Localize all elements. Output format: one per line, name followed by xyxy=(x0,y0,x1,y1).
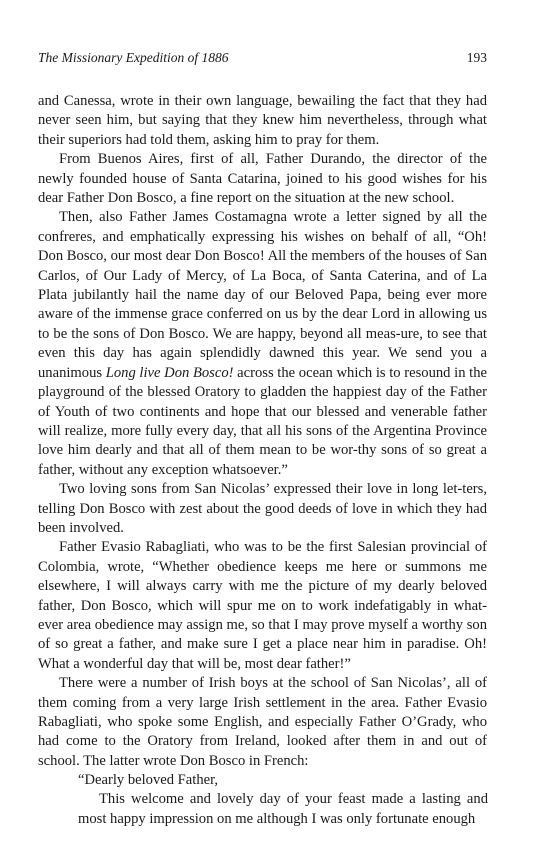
letter-salutation: “Dearly beloved Father, xyxy=(78,772,219,788)
paragraph: and Canessa, wrote in their own language, bewailing the fact that they had never seen him, but saying that they knew him nevertheless, through what their superiors had told them, asking him to pray for them. xyxy=(38,93,487,148)
paragraph: There were a number of Irish boys at the school of San Nicolas’, all of them coming from a very large Irish settlement in the area. Father Evasio Rabagliati, who spoke some English, and especially Father O’Grady, who had come to the Oratory from Ireland, looked after them in and out of school. The latter wrote Don Bosco in French: xyxy=(38,675,487,769)
paragraph-text: Then, also Father James Costamagna wrote a letter signed by all the confreres, and emphatically expressing his wishes on behalf of all, “Oh! Don Bosco, our most dear Don Bosco! All the members of the houses of San Carlos, of Our Lady of Mercy, of La Boca, of Santa Caterina, and of La Plata jubilantly hail the name day of our Beloved Papa, being ever more aware of the immense grace conferred on us by the dear Lord in allowing us to be the sons of Don Bosco. We are happy, beyond all meas-ure, to see that even this day has again splendidly dawned this year. We send you a unanimous xyxy=(38,209,487,381)
paragraph: Two loving sons from San Nicolas’ expressed their love in long let-ters, telling Don Bosco with zest about the good deeds of love in which they had been involved. xyxy=(38,481,487,536)
quoted-letter xyxy=(78,771,488,829)
running-header xyxy=(38,50,487,70)
running-title: The Missionary Expedition of 1886 xyxy=(38,50,229,65)
letter-body: This welcome and lovely day of your feast made a lasting and most happy impression on me although I was only fortunate enough xyxy=(78,791,488,827)
main-text xyxy=(38,92,487,771)
paragraph: Father Evasio Rabagliati, who was to be the first Salesian provincial of Colombia, wrote, “Whether obedience keeps me here or summons me elsewhere, I will always carry with me the picture of my dearly beloved father, Don Bosco, which will spur me on to work indefatigably in what-ever area obedience may assign me, so that I may prove myself a worthy son of so great a father, and make sure I get a place near him in paradise. Oh! What a wonderful day that will be, most dear father!” xyxy=(38,539,487,672)
page-number: 193 xyxy=(466,50,487,65)
paragraph: From Buenos Aires, first of all, Father Durando, the director of the newly founded house of Santa Catarina, joined to his good wishes for his dear Father Don Bosco, a fine report on the situation at the new school. xyxy=(38,151,487,207)
paragraph xyxy=(38,208,487,480)
italic-phrase: Long live Don Bosco! xyxy=(105,364,234,381)
paragraph-text: across the ocean which is to resound in the playground of the blessed Oratory to gladden the happiest day of the Father of Youth of two continents and hope that our blessed and venerable father will realize, more fully every day, that all his sons of the Argentina Province love him dearly and that all of them mean to be wor-thy sons of so great a father, without any exception whatsoever.” xyxy=(38,364,487,478)
